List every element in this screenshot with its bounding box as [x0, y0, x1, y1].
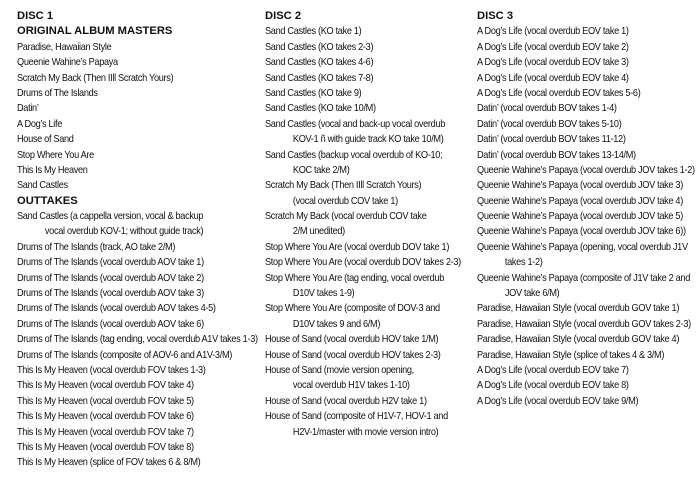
track-line: Scratch My Back (vocal overdub COV take [265, 211, 427, 223]
track-line: A Dog’s Life (vocal overdub EOV take 1) [477, 26, 629, 38]
track-line: House of Sand [17, 134, 74, 146]
track-line: Stop Where You Are (vocal overdub DOV take 1) [265, 241, 450, 253]
track-line: Queenie Wahine’s Papaya [17, 57, 118, 69]
disc-1-column [17, 9, 257, 471]
track-line: Queenie Wahine’s Papaya (opening, vocal overdub J1V [477, 241, 688, 253]
disc-3-title: DISC 3 [477, 10, 514, 22]
track-line: Queenie Wahine’s Papaya (vocal overdub JOV take 4) [477, 195, 683, 207]
track-line: Queenie Wahine’s Papaya (composite of J1V take 2 and [477, 272, 690, 284]
track-line: A Dog’s Life (vocal overdub EOV take 4) [477, 72, 629, 84]
track-line: Datin’ (vocal overdub BOV takes 5-10) [477, 118, 622, 130]
track-line: Drums of The Islands (track, AO take 2/M) [17, 241, 176, 253]
track-line: A Dog’s Life (vocal overdub EOV take 9/M) [477, 395, 639, 407]
track-line: This Is My Heaven (splice of FOV takes 6 & 8/M) [17, 457, 201, 469]
outtakes-header: OUTTAKES [17, 194, 78, 207]
track-line-continuation: KOC take 2/M) [292, 164, 350, 176]
track-line: Sand Castles (backup vocal overdub of KO-10; [265, 149, 443, 161]
track-line: This Is My Heaven (vocal overdub FOV take 8) [17, 441, 194, 453]
track-line: A Dog’s Life (vocal overdub EOV take 8) [477, 380, 629, 392]
track-line: Drums of The Islands (vocal overdub AOV take 6) [17, 318, 204, 330]
track-line: Sand Castles (KO take 9) [265, 87, 362, 99]
track-line: House of Sand (vocal overdub HOV takes 2-3) [265, 349, 441, 361]
track-line-continuation: H2V-1/master with movie version intro) [292, 426, 439, 438]
disc-1-title: DISC 1 [17, 10, 54, 22]
track-line: Sand Castles (KO take 10/M) [265, 103, 376, 115]
track-line: Drums of The Islands (composite of AOV-6 and A1V-3/M) [17, 349, 233, 361]
track-line: This Is My Heaven (vocal overdub FOV take 6) [17, 411, 194, 423]
track-line: Paradise, Hawaiian Style [17, 41, 112, 53]
disc-2-column [265, 9, 470, 440]
track-line: Queenie Wahine’s Papaya (vocal overdub JOV take 3) [477, 180, 683, 192]
track-line: Queenie Wahine’s Papaya (vocal overdub JOV take 5) [477, 211, 683, 223]
track-line: Drums of The Islands (vocal overdub AOV takes 4-5) [17, 303, 216, 315]
track-line: Paradise, Hawaiian Style (vocal overdub GOV takes 2-3) [477, 318, 691, 330]
track-line: Sand Castles (vocal and back-up vocal overdub [265, 118, 446, 130]
track-line-continuation: KOV-1 ñ with guide track KO take 10/M) [292, 134, 444, 146]
track-line-continuation: D10V takes 1-9) [292, 288, 355, 300]
track-line: Queenie Wahine’s Papaya (vocal overdub JOV take 6)) [477, 226, 686, 238]
track-line: Stop Where You Are (tag ending, vocal overdub [265, 272, 445, 284]
track-line: Drums of The Islands (vocal overdub AOV take 2) [17, 272, 204, 284]
track-line: Drums of The Islands [17, 87, 98, 99]
track-line: Stop Where You Are (vocal overdub DOV takes 2-3) [265, 257, 461, 269]
track-line: Drums of The Islands (vocal overdub AOV take 1) [17, 257, 204, 269]
track-line: Sand Castles (KO take 1) [265, 26, 362, 38]
track-line: This Is My Heaven (vocal overdub FOV take 4) [17, 380, 194, 392]
track-line: A Dog’s Life (vocal overdub EOV take 2) [477, 41, 629, 53]
track-line: House of Sand (composite of H1V-7, HOV-1 and [265, 411, 448, 423]
track-line-continuation: 2/M unedited) [292, 226, 345, 238]
track-line: Queenie Wahine’s Papaya (vocal overdub JOV takes 1-2) [477, 164, 695, 176]
track-line: Paradise, Hawaiian Style (vocal overdub GOV take 1) [477, 303, 680, 315]
track-line: Drums of The Islands (vocal overdub AOV take 3) [17, 288, 204, 300]
original-album-masters-header: ORIGINAL ALBUM MASTERS [17, 25, 173, 38]
track-line-continuation: vocal overdub H1V takes 1-10) [292, 380, 410, 392]
track-line: A Dog’s Life (vocal overdub EOV take 7) [477, 364, 629, 376]
track-line: Paradise, Hawaiian Style (splice of takes 4 & 3/M) [477, 349, 665, 361]
track-line: A Dog’s Life (vocal overdub EOV take 3) [477, 57, 629, 69]
track-line: House of Sand (movie version opening, [265, 364, 414, 376]
track-line: A Dog’s Life (vocal overdub EOV takes 5-6) [477, 87, 641, 99]
track-line: This Is My Heaven (vocal overdub FOV take 5) [17, 395, 194, 407]
track-line: House of Sand (vocal overdub HOV take 1/M) [265, 334, 439, 346]
track-line: Scratch My Back (Then IIll Scratch Yours) [265, 180, 422, 192]
track-line-continuation: takes 1-2) [504, 257, 543, 269]
disc-3-column [477, 9, 697, 409]
track-line: Sand Castles (KO takes 4-6) [265, 57, 374, 69]
track-line: House of Sand (vocal overdub H2V take 1) [265, 395, 427, 407]
track-line: Scratch My Back (Then IIll Scratch Yours) [17, 72, 174, 84]
track-line-continuation: (vocal overdub COV take 1) [292, 195, 398, 207]
track-line: This Is My Heaven (vocal overdub FOV takes 1-3) [17, 364, 206, 376]
track-line: Drums of The Islands (tag ending, vocal overdub A1V takes 1-3) [17, 334, 258, 346]
track-line: Datin’ [17, 103, 39, 115]
track-line: This Is My Heaven [17, 164, 88, 176]
track-line: Stop Where You Are (composite of DOV-3 and [265, 303, 440, 315]
track-line-continuation: D10V takes 9 and 6/M) [292, 318, 381, 330]
track-line: Sand Castles (KO takes 2-3) [265, 41, 374, 53]
track-line: Sand Castles (a cappella version, vocal & backup [17, 211, 204, 223]
track-line: Datin’ (vocal overdub BOV takes 11-12) [477, 134, 626, 146]
track-line: Sand Castles (KO takes 7-8) [265, 72, 374, 84]
track-line: A Dog’s Life [17, 118, 62, 130]
track-line-continuation: JOV take 6/M) [504, 288, 560, 300]
disc-2-title: DISC 2 [265, 10, 302, 22]
track-line: Paradise, Hawaiian Style (vocal overdub GOV take 4) [477, 334, 680, 346]
track-line: Sand Castles [17, 180, 68, 192]
track-line: Datin’ (vocal overdub BOV takes 1-4) [477, 103, 617, 115]
track-line: Stop Where You Are [17, 149, 94, 161]
track-line: Datin’ (vocal overdub BOV takes 13-14/M) [477, 149, 636, 161]
track-line: This Is My Heaven (vocal overdub FOV take 7) [17, 426, 194, 438]
track-line-continuation: vocal overdub KOV-1; without guide track) [44, 226, 204, 238]
